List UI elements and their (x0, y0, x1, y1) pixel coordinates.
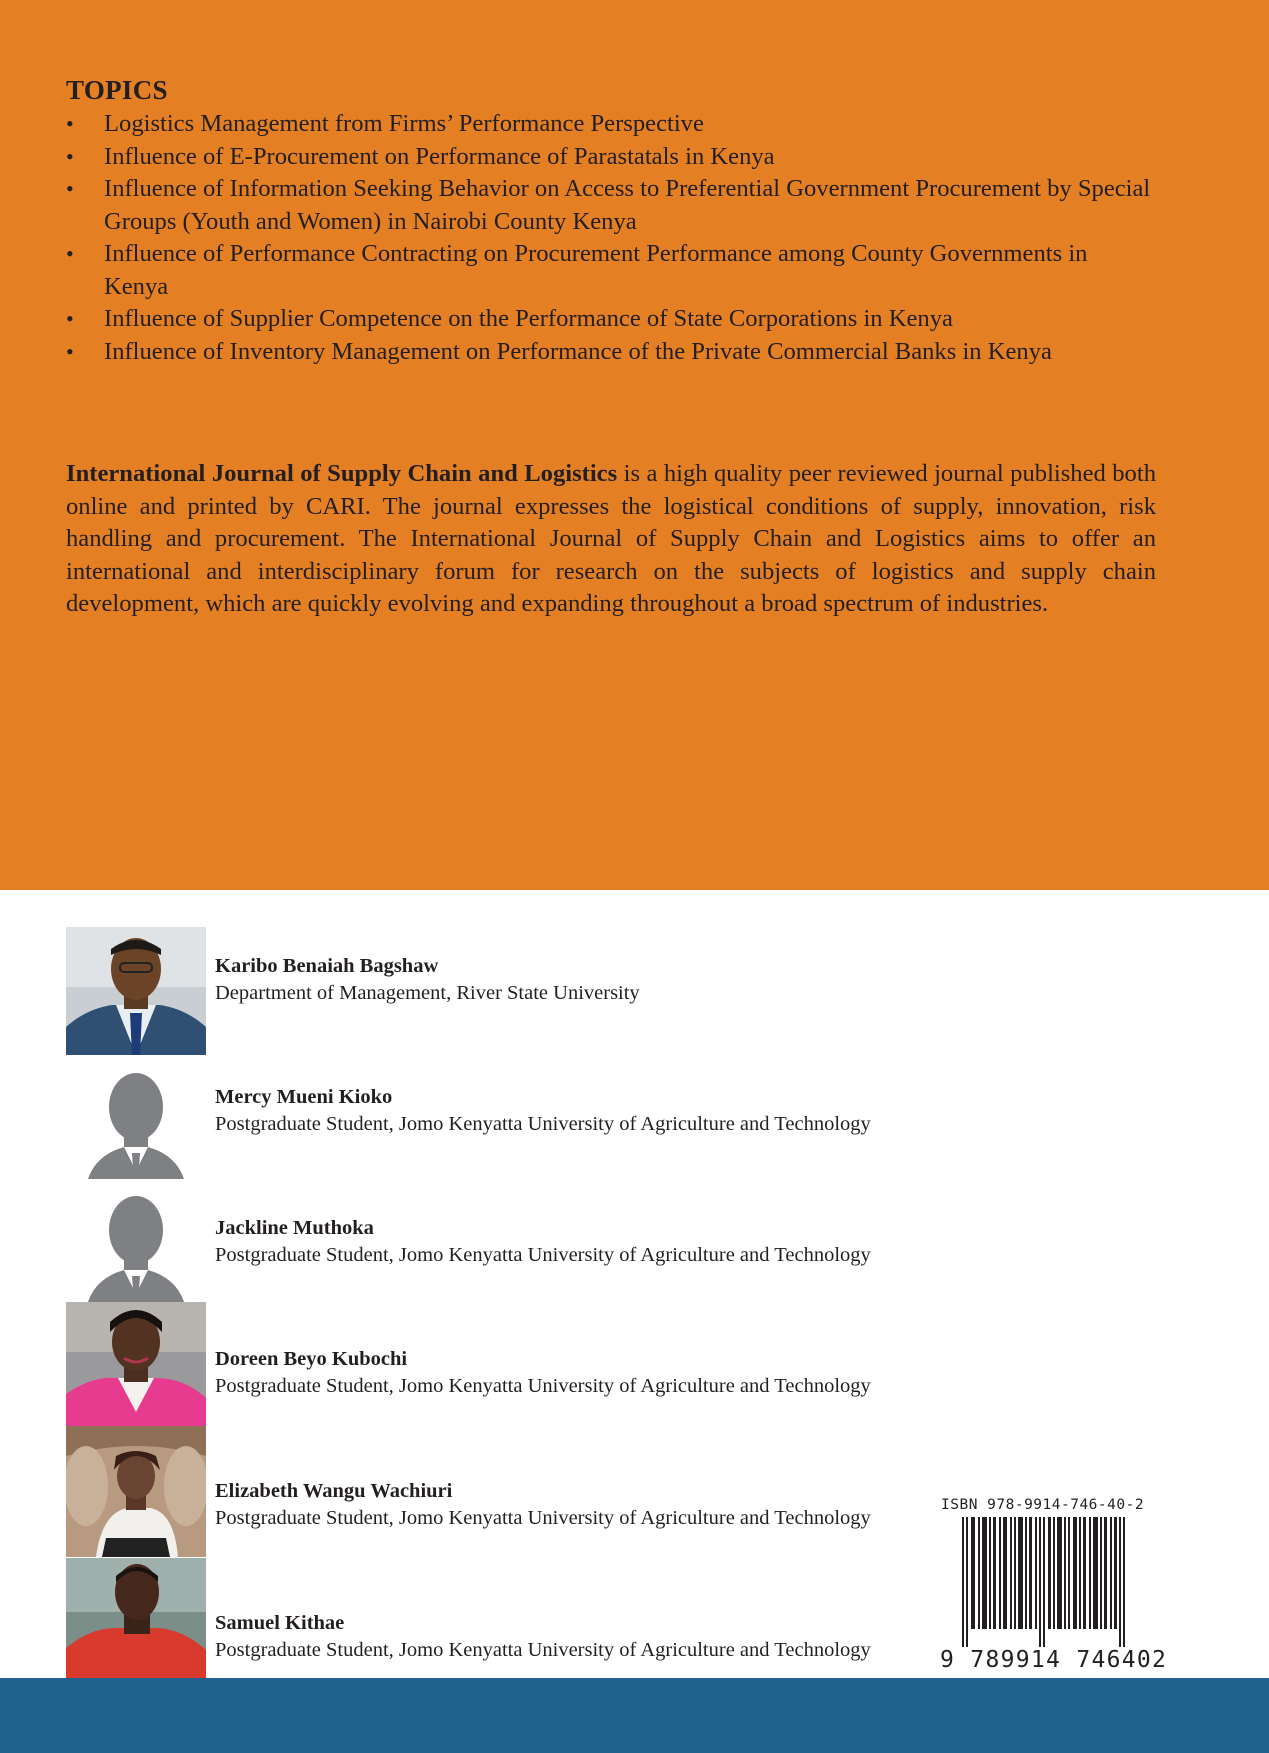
topic-item (66, 238, 1156, 303)
bullet-icon: • (66, 143, 74, 169)
bullet-icon: • (66, 176, 74, 201)
isbn-barcode-digits: 9 789914 746402 (940, 1647, 1168, 1673)
topics-list (66, 108, 1156, 368)
bullet-icon: • (66, 338, 74, 364)
topic-text: Influence of Supplier Competence on the Performance of State Corporations in Kenya (104, 305, 953, 332)
author-affiliation: Postgraduate Student, Jomo Kenyatta University of Agriculture and Technology (215, 1507, 871, 1529)
journal-description (66, 458, 1156, 621)
topic-text: Influence of Performance Contracting on Procurement Performance among County Governments in Kenya (104, 240, 1088, 300)
author-photo-doreen (66, 1302, 206, 1426)
author-affiliation: Postgraduate Student, Jomo Kenyatta University of Agriculture and Technology (215, 1639, 871, 1661)
silhouette-avatar-icon (66, 1067, 206, 1179)
author-photo-samuel (66, 1558, 206, 1678)
author-photo-karibo (66, 927, 206, 1055)
topic-text: Influence of E-Procurement on Performance of Parastatals in Kenya (104, 142, 775, 170)
journal-name: International Journal of Supply Chain and Logistics (66, 460, 618, 487)
isbn-label: ISBN 978-9914-746-40-2 (941, 1497, 1145, 1513)
topic-item (66, 336, 1156, 369)
author-entry (215, 953, 640, 1007)
author-affiliation: Department of Management, River State University (215, 982, 640, 1004)
author-entry (215, 1215, 871, 1269)
bullet-icon: • (66, 306, 74, 331)
author-name: Doreen Beyo Kubochi (215, 1348, 408, 1370)
author-entry (215, 1610, 871, 1664)
author-name: Jackline Muthoka (215, 1217, 374, 1239)
topic-item (66, 108, 1156, 141)
silhouette-avatar-icon (66, 1192, 206, 1302)
author-photo-jackline (66, 1192, 206, 1302)
bullet-icon: • (66, 241, 74, 266)
bullet-icon: • (66, 111, 74, 136)
barcode-icon (940, 1517, 1145, 1647)
author-affiliation: Postgraduate Student, Jomo Kenyatta University of Agriculture and Technology (215, 1113, 871, 1135)
author-name: Karibo Benaiah Bagshaw (215, 955, 439, 977)
topic-item (66, 141, 1156, 174)
author-entry (215, 1478, 871, 1532)
journal-description-text: is a high quality peer reviewed journal published both online and printed by CARI. The journal expresses the logistical conditions of supply, innovation, risk handling and procurement. The International Journal of Supply Chain and Logistics aims to offer an international and interdisciplinary forum for research on the subjects of logistics and supply chain development, which are quickly evolving and expanding throughout a broad spectrum of industries. (66, 460, 1156, 617)
author-affiliation: Postgraduate Student, Jomo Kenyatta University of Agriculture and Technology (215, 1244, 871, 1266)
author-name: Elizabeth Wangu Wachiuri (215, 1480, 453, 1502)
author-entry (215, 1084, 871, 1138)
author-name: Mercy Mueni Kioko (215, 1086, 393, 1108)
topic-text: Influence of Inventory Management on Performance of the Private Commercial Banks in Kenya (104, 337, 1052, 365)
author-name: Samuel Kithae (215, 1612, 345, 1634)
topics-heading: TOPICS (66, 75, 168, 105)
topic-text: Logistics Management from Firms’ Performance Perspective (104, 110, 704, 137)
topic-text: Influence of Information Seeking Behavior on Access to Preferential Government Procurement by Special Groups (Youth and Women) in Nairobi County Kenya (104, 175, 1151, 235)
topic-item (66, 303, 1156, 336)
author-entry (215, 1346, 871, 1400)
author-photo-elizabeth (66, 1426, 206, 1557)
author-affiliation: Postgraduate Student, Jomo Kenyatta University of Agriculture and Technology (215, 1375, 871, 1397)
bottom-blue-band (0, 1678, 1269, 1753)
topic-item (66, 173, 1156, 238)
author-photo-mercy (66, 1067, 206, 1179)
